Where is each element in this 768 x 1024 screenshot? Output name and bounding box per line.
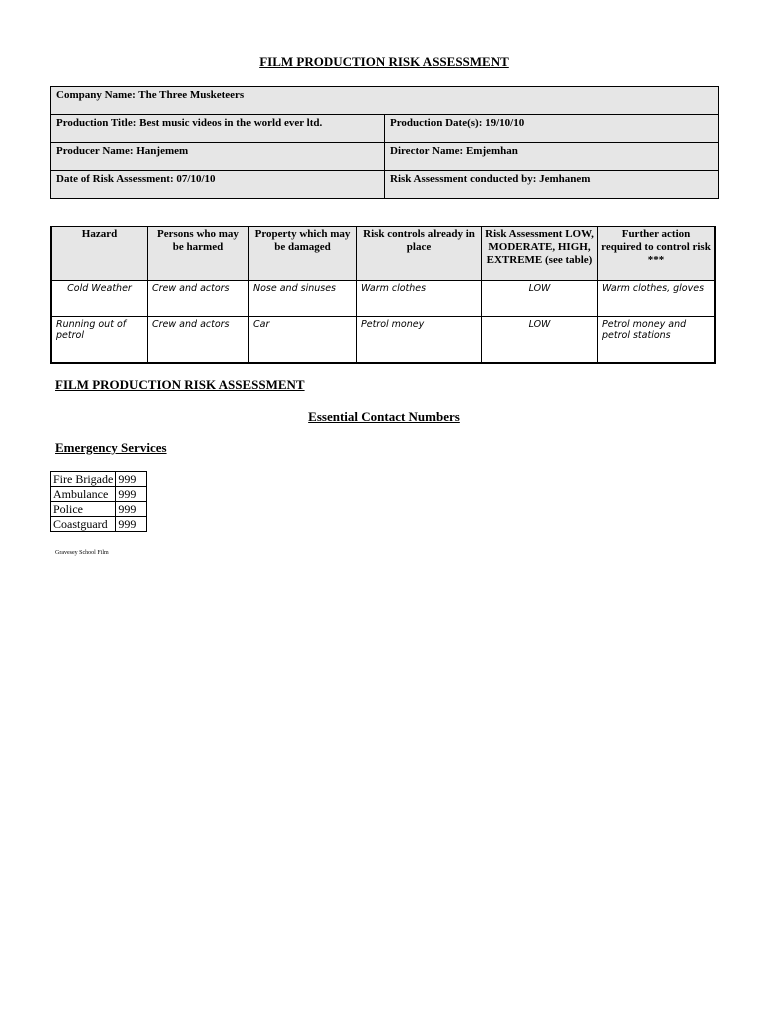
service-number: 999 [116, 502, 147, 517]
header-persons: Persons who may be harmed [148, 227, 249, 281]
contacts-title: Essential Contact Numbers [308, 409, 460, 424]
table-row [51, 517, 147, 532]
document-title: FILM PRODUCTION RISK ASSESSMENT [259, 54, 509, 69]
hazard-cell: Running out of petrol [51, 317, 148, 364]
service-number: 999 [116, 487, 147, 502]
assessment-date-cell: Date of Risk Assessment: 07/10/10 [51, 171, 385, 199]
persons-cell: Crew and actors [148, 317, 249, 364]
director-name-cell: Director Name: Emjemhan [385, 143, 719, 171]
producer-name-cell: Producer Name: Hanjemem [51, 143, 385, 171]
service-name: Fire Brigade [51, 472, 116, 487]
service-name: Coastguard [51, 517, 116, 532]
table-row [51, 472, 147, 487]
header-hazard: Hazard [51, 227, 148, 281]
table-row [51, 317, 715, 364]
production-dates-cell: Production Date(s): 19/10/10 [385, 115, 719, 143]
production-info-table [50, 86, 719, 199]
emergency-services-title: Emergency Services [55, 440, 167, 455]
header-further-action: Further action required to control risk *** [598, 227, 716, 281]
table-row [51, 502, 147, 517]
persons-cell: Crew and actors [148, 281, 249, 317]
property-cell: Car [249, 317, 357, 364]
emergency-contacts-table [50, 471, 147, 532]
section-title: FILM PRODUCTION RISK ASSESSMENT [55, 377, 305, 392]
service-name: Ambulance [51, 487, 116, 502]
service-number: 999 [116, 517, 147, 532]
header-property: Property which may be damaged [249, 227, 357, 281]
controls-cell: Petrol money [357, 317, 482, 364]
header-risk-level: Risk Assessment LOW, MODERATE, HIGH, EXTREME (see table) [482, 227, 598, 281]
risk-level-cell: LOW [482, 317, 598, 364]
risk-level-cell: LOW [482, 281, 598, 317]
conducted-by-cell: Risk Assessment conducted by: Jemhanem [385, 171, 719, 199]
table-row [51, 487, 147, 502]
table-row [51, 281, 715, 317]
property-cell: Nose and sinuses [249, 281, 357, 317]
production-title-cell: Production Title: Best music videos in the world ever ltd. [51, 115, 385, 143]
further-action-cell: Warm clothes, gloves [598, 281, 716, 317]
hazard-table [50, 226, 716, 364]
header-controls: Risk controls already in place [357, 227, 482, 281]
controls-cell: Warm clothes [357, 281, 482, 317]
hazard-table-header [51, 227, 715, 281]
footer-note: Gravesey School Film [55, 550, 109, 556]
service-number: 999 [116, 472, 147, 487]
service-name: Police [51, 502, 116, 517]
further-action-cell: Petrol money and petrol stations [598, 317, 716, 364]
company-name-cell: Company Name: The Three Musketeers [51, 87, 719, 115]
hazard-cell: Cold Weather [51, 281, 148, 317]
